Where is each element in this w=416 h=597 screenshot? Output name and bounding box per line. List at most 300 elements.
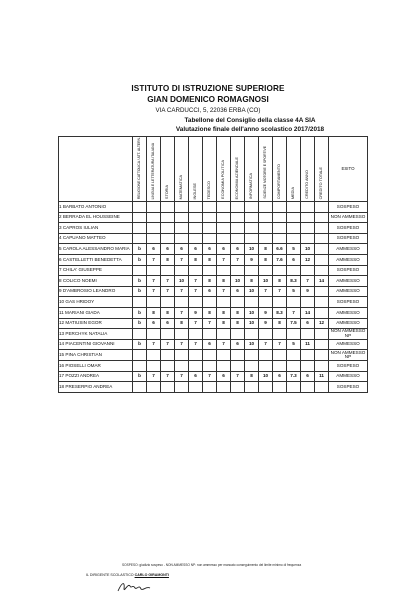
- grade-cell: [203, 350, 217, 361]
- grade-cell: [189, 265, 203, 276]
- grade-cell: [203, 212, 217, 223]
- table-subtitle: Valutazione finale dell'anno scolastico 2017/2018: [175, 126, 325, 133]
- header-col-5: [203, 137, 217, 202]
- table-row: [59, 212, 368, 223]
- grade-cell: [203, 223, 217, 234]
- grade-cell: [273, 265, 287, 276]
- grade-cell: 7: [161, 286, 175, 297]
- student-name: 15 PINA CHRISTIAN: [59, 350, 133, 361]
- table-header-row: [59, 137, 368, 202]
- grade-cell: [287, 265, 301, 276]
- grade-cell: [147, 297, 161, 308]
- school-type: ISTITUTO DI ISTRUZIONE SUPERIORE: [131, 84, 285, 93]
- grade-cell: 6: [175, 244, 189, 255]
- grade-cell: 7: [147, 286, 161, 297]
- grade-cell: [287, 202, 301, 213]
- grade-cell: 7: [147, 255, 161, 266]
- table-row: [59, 255, 368, 266]
- esito-cell: AMMESSO: [329, 286, 368, 297]
- esito-cell: AMMESSO: [329, 244, 368, 255]
- grade-cell: [189, 297, 203, 308]
- grade-cell: [259, 297, 273, 308]
- grade-cell: 7: [147, 371, 161, 382]
- school-address: VIA CARDUCCI, 5, 22036 ERBA (CO): [155, 107, 261, 114]
- grade-cell: [217, 382, 231, 393]
- grade-cell: [189, 382, 203, 393]
- grade-cell: [315, 212, 329, 223]
- grade-cell: 6: [203, 286, 217, 297]
- column-label: CREDITO TOTALE: [318, 166, 323, 200]
- table-row: [59, 382, 368, 393]
- column-label: MATEMATICA: [178, 174, 183, 200]
- esito-cell: NON AMMESSO NP: [329, 350, 368, 361]
- grade-cell: [315, 382, 329, 393]
- grade-cell: 7: [189, 339, 203, 350]
- grade-cell: [133, 202, 147, 213]
- grade-cell: [203, 265, 217, 276]
- grade-cell: [231, 265, 245, 276]
- grade-cell: [217, 202, 231, 213]
- grade-cell: 8: [189, 255, 203, 266]
- grade-cell: [161, 212, 175, 223]
- grade-cell: [301, 223, 315, 234]
- grade-cell: [287, 329, 301, 340]
- column-label: INGLESE: [192, 182, 197, 200]
- grades-table: [58, 136, 368, 393]
- grade-cell: 7.3: [287, 371, 301, 382]
- esito-cell: SOSPESO: [329, 233, 368, 244]
- grade-cell: [315, 223, 329, 234]
- column-label: COMPORTAMENTO: [276, 163, 281, 200]
- grade-cell: [315, 297, 329, 308]
- grade-cell: [175, 361, 189, 372]
- grade-cell: 6: [217, 244, 231, 255]
- grade-cell: 8: [217, 276, 231, 287]
- column-label: RELIGIONE CATTOLICA / ATT. ALTERN.: [136, 137, 141, 200]
- grade-cell: [245, 223, 259, 234]
- column-label: SCIENZE MOTORIE E SPORTIVE: [262, 146, 267, 200]
- grade-cell: 8: [147, 308, 161, 319]
- grade-cell: [287, 223, 301, 234]
- grade-cell: [301, 233, 315, 244]
- grade-cell: 10: [245, 308, 259, 319]
- signature-block: [86, 573, 169, 577]
- esito-cell: AMMESSO: [329, 255, 368, 266]
- grade-cell: [189, 350, 203, 361]
- grade-cell: [175, 329, 189, 340]
- grade-cell: [231, 297, 245, 308]
- grade-cell: [259, 382, 273, 393]
- grade-cell: 6.6: [273, 244, 287, 255]
- grade-cell: [245, 350, 259, 361]
- grade-cell: 12: [315, 318, 329, 329]
- header-col-10: [273, 137, 287, 202]
- grade-cell: [161, 329, 175, 340]
- column-label: MEDIA: [290, 187, 295, 200]
- signature-name: CARLO GIRAMONTI: [134, 573, 169, 577]
- grade-cell: [189, 202, 203, 213]
- student-name: 10 GAS HRIDOY: [59, 297, 133, 308]
- grade-cell: [259, 350, 273, 361]
- header-col-2: [161, 137, 175, 202]
- grade-cell: [259, 223, 273, 234]
- grade-cell: 8: [203, 255, 217, 266]
- grade-cell: 7: [147, 276, 161, 287]
- grade-cell: 8.3: [287, 276, 301, 287]
- grade-cell: 7: [147, 339, 161, 350]
- grade-cell: [203, 382, 217, 393]
- grade-cell: [287, 297, 301, 308]
- grade-cell: [245, 297, 259, 308]
- esito-cell: SOSPESO: [329, 223, 368, 234]
- grade-cell: b: [133, 286, 147, 297]
- grade-cell: [301, 265, 315, 276]
- esito-cell: SOSPESO: [329, 382, 368, 393]
- grade-cell: [203, 361, 217, 372]
- grade-cell: [217, 233, 231, 244]
- student-name: 8 COLICO NOEMI: [59, 276, 133, 287]
- esito-label: ESITO: [341, 165, 355, 171]
- table-row: [59, 339, 368, 350]
- grade-cell: [175, 350, 189, 361]
- grade-cell: 9: [259, 318, 273, 329]
- esito-cell: SOSPESO: [329, 265, 368, 276]
- grade-cell: [203, 202, 217, 213]
- grade-cell: [189, 361, 203, 372]
- student-name: 11 MARIANI GIADA: [59, 308, 133, 319]
- header-col-13: [315, 137, 329, 202]
- header-col-6: [217, 137, 231, 202]
- column-label: STORIA: [164, 185, 169, 200]
- grade-cell: 7: [273, 286, 287, 297]
- grade-cell: 7: [189, 318, 203, 329]
- grade-cell: [273, 212, 287, 223]
- grade-cell: [231, 329, 245, 340]
- header-col-11: [287, 137, 301, 202]
- grade-cell: [259, 265, 273, 276]
- header-col-7: [231, 137, 245, 202]
- esito-cell: AMMESSO: [329, 371, 368, 382]
- grade-cell: [133, 265, 147, 276]
- grade-cell: [315, 244, 329, 255]
- grade-cell: 7: [259, 286, 273, 297]
- grade-cell: [231, 361, 245, 372]
- grade-cell: [161, 223, 175, 234]
- grade-cell: [287, 382, 301, 393]
- grade-cell: 7: [231, 255, 245, 266]
- grade-cell: [315, 329, 329, 340]
- table-row: [59, 371, 368, 382]
- grade-cell: [273, 233, 287, 244]
- student-name: 9 D'AMBROSIO LEANDRO: [59, 286, 133, 297]
- grade-cell: 9: [259, 308, 273, 319]
- grade-cell: [315, 308, 329, 319]
- column-label: LINGUA E LETTERATURA ITALIANA: [150, 142, 155, 200]
- grade-cell: [133, 223, 147, 234]
- grade-cell: [147, 202, 161, 213]
- grade-cell: 6: [161, 244, 175, 255]
- grade-cell: [259, 212, 273, 223]
- grade-cell: 8: [203, 276, 217, 287]
- grade-cell: [161, 233, 175, 244]
- grade-cell: [245, 382, 259, 393]
- table-row: [59, 244, 368, 255]
- esito-cell: NON AMMESSO NP: [329, 329, 368, 340]
- student-name: 7 CHILA' GIUSEPPE: [59, 265, 133, 276]
- grade-cell: [147, 223, 161, 234]
- grade-cell: [273, 382, 287, 393]
- grade-cell: [217, 329, 231, 340]
- esito-cell: SOSPESO: [329, 361, 368, 372]
- handwritten-signature: [116, 580, 156, 594]
- grade-cell: [301, 361, 315, 372]
- grade-cell: 8: [245, 371, 259, 382]
- grade-cell: [203, 329, 217, 340]
- grade-cell: 6: [147, 318, 161, 329]
- grade-cell: [315, 339, 329, 350]
- grade-cell: [189, 233, 203, 244]
- grade-cell: [161, 265, 175, 276]
- grade-cell: 6: [161, 318, 175, 329]
- student-name: 14 PIACENTINI GIOVANNI: [59, 339, 133, 350]
- table-row: [59, 297, 368, 308]
- grade-cell: 6: [301, 318, 315, 329]
- grade-cell: [133, 233, 147, 244]
- grade-cell: [147, 212, 161, 223]
- grade-cell: 7: [175, 339, 189, 350]
- grade-cell: [231, 382, 245, 393]
- grade-cell: 9: [245, 255, 259, 266]
- grade-cell: 10: [259, 276, 273, 287]
- grade-cell: [175, 265, 189, 276]
- header-col-1: [147, 137, 161, 202]
- grade-cell: [147, 350, 161, 361]
- grade-cell: 6: [189, 244, 203, 255]
- school-name: GIAN DOMENICO ROMAGNOSI: [147, 95, 269, 104]
- grade-cell: [133, 329, 147, 340]
- student-name: 17 POZZI ANDREA: [59, 371, 133, 382]
- grade-cell: 7: [287, 308, 301, 319]
- grade-cell: 6: [301, 371, 315, 382]
- grade-cell: 7.6: [273, 255, 287, 266]
- grade-cell: [315, 361, 329, 372]
- grade-cell: 7: [161, 276, 175, 287]
- grade-cell: [133, 297, 147, 308]
- grade-cell: [273, 329, 287, 340]
- grade-cell: 7: [217, 255, 231, 266]
- grade-cell: 8: [175, 318, 189, 329]
- table-title: Tabellone del Consiglio della classe 4A SIA: [184, 117, 316, 124]
- grade-cell: [147, 265, 161, 276]
- grade-cell: [231, 212, 245, 223]
- student-name: 13 PERCHYK NATALIA: [59, 329, 133, 340]
- table-row: [59, 265, 368, 276]
- grade-cell: 6: [231, 244, 245, 255]
- grade-cell: [189, 212, 203, 223]
- signature-label: IL DIRIGENTE SCOLASTICO: [86, 573, 134, 577]
- grade-cell: b: [133, 244, 147, 255]
- esito-cell: AMMESSO: [329, 276, 368, 287]
- grade-cell: [301, 297, 315, 308]
- grade-cell: 6: [273, 371, 287, 382]
- grade-cell: [175, 233, 189, 244]
- grade-cell: [231, 202, 245, 213]
- grade-cell: 8: [161, 255, 175, 266]
- grade-cell: [273, 223, 287, 234]
- grade-cell: 10: [259, 371, 273, 382]
- table-row: [59, 308, 368, 319]
- column-label: ECONOMIA POLITICA: [220, 160, 225, 200]
- grade-cell: [175, 212, 189, 223]
- grade-cell: 14: [301, 308, 315, 319]
- grade-cell: 9: [301, 286, 315, 297]
- student-name: 18 PRESERPIO ANDREA: [59, 382, 133, 393]
- grade-cell: [273, 297, 287, 308]
- grade-cell: [231, 233, 245, 244]
- column-label: TEDESCO: [206, 180, 211, 200]
- header-col-3: [175, 137, 189, 202]
- grade-cell: 7: [231, 371, 245, 382]
- grade-cell: 8.3: [273, 308, 287, 319]
- grade-cell: 7: [217, 286, 231, 297]
- grade-cell: 7: [189, 286, 203, 297]
- grade-cell: [287, 212, 301, 223]
- grade-cell: [217, 350, 231, 361]
- grade-cell: [287, 350, 301, 361]
- grade-cell: [245, 212, 259, 223]
- grade-cell: 7: [175, 308, 189, 319]
- column-label: INFORMATICA: [248, 173, 253, 200]
- grade-cell: b: [133, 371, 147, 382]
- grade-cell: 10: [175, 276, 189, 287]
- grade-cell: 6: [147, 244, 161, 255]
- header-col-12: [301, 137, 315, 202]
- grade-cell: 8: [161, 308, 175, 319]
- table-row: [59, 233, 368, 244]
- grade-cell: [273, 361, 287, 372]
- grade-cell: [161, 361, 175, 372]
- grade-cell: [161, 382, 175, 393]
- table-row: [59, 329, 368, 340]
- column-label: ECONOMIA AZIENDALE: [234, 156, 239, 200]
- table-row: [59, 361, 368, 372]
- grade-cell: [147, 361, 161, 372]
- grade-cell: 8: [245, 276, 259, 287]
- grade-cell: [245, 233, 259, 244]
- grade-cell: 11: [315, 371, 329, 382]
- table-row: [59, 350, 368, 361]
- grade-cell: [217, 361, 231, 372]
- grade-cell: [245, 361, 259, 372]
- grade-cell: b: [133, 255, 147, 266]
- grade-cell: [315, 233, 329, 244]
- grade-cell: [231, 223, 245, 234]
- grade-cell: 10: [245, 244, 259, 255]
- grade-cell: [315, 286, 329, 297]
- grade-cell: 8: [273, 318, 287, 329]
- grade-cell: [175, 297, 189, 308]
- grade-cell: 6: [287, 255, 301, 266]
- grade-cell: 10: [245, 318, 259, 329]
- grade-cell: 8: [259, 244, 273, 255]
- grade-cell: [161, 297, 175, 308]
- grade-cell: 8: [259, 255, 273, 266]
- grade-cell: [133, 361, 147, 372]
- grade-cell: b: [133, 339, 147, 350]
- grade-cell: 7: [301, 276, 315, 287]
- table-row: [59, 286, 368, 297]
- grade-cell: [315, 202, 329, 213]
- grade-cell: [175, 202, 189, 213]
- grade-cell: 10: [245, 339, 259, 350]
- column-label: CREDITO ANNO: [304, 170, 309, 200]
- grade-cell: 6: [231, 286, 245, 297]
- grade-cell: 7: [175, 371, 189, 382]
- student-name: 16 PIOSELLI OMAR: [59, 361, 133, 372]
- grade-cell: 8: [273, 276, 287, 287]
- student-name: 5 CAROLA ALESSANDRO MARIA: [59, 244, 133, 255]
- grade-cell: [259, 329, 273, 340]
- grade-cell: 8: [217, 308, 231, 319]
- esito-cell: SOSPESO: [329, 297, 368, 308]
- grade-cell: b: [133, 318, 147, 329]
- grade-cell: 7: [203, 371, 217, 382]
- grade-cell: [147, 382, 161, 393]
- grade-cell: 5: [287, 244, 301, 255]
- grade-cell: [133, 212, 147, 223]
- grade-cell: [245, 265, 259, 276]
- legend-note: SOSPESO: giudizio sospeso - NON AMMESSO NP: non ammesso per mancato conseguimento del limite minimo di frequenza: [122, 563, 302, 567]
- grade-cell: b: [133, 276, 147, 287]
- grade-cell: 6: [203, 339, 217, 350]
- header-esito: [329, 137, 368, 202]
- grade-cell: 10: [301, 244, 315, 255]
- header-col-0: [133, 137, 147, 202]
- grade-cell: 6: [217, 371, 231, 382]
- grade-cell: 7: [175, 286, 189, 297]
- esito-cell: SOSPESO: [329, 202, 368, 213]
- grade-cell: [245, 329, 259, 340]
- grade-cell: [259, 202, 273, 213]
- header-col-4: [189, 137, 203, 202]
- grade-cell: 6: [231, 339, 245, 350]
- grade-cell: 10: [245, 286, 259, 297]
- grade-cell: [301, 212, 315, 223]
- grade-cell: [301, 329, 315, 340]
- grade-cell: [273, 350, 287, 361]
- student-name: 1 BARBATO ANTONIO: [59, 202, 133, 213]
- esito-cell: AMMESSO: [329, 308, 368, 319]
- grade-cell: [231, 350, 245, 361]
- student-name: 2 BERRADA EL HOUSSEINE: [59, 212, 133, 223]
- grade-cell: [217, 297, 231, 308]
- grade-cell: 7: [217, 339, 231, 350]
- grade-cell: [133, 382, 147, 393]
- header-name-cell: [59, 137, 133, 202]
- student-name: 4 CAPUANO MATTEO: [59, 233, 133, 244]
- student-name: 6 CASTELLETTI BENEDETTA: [59, 255, 133, 266]
- grade-cell: [175, 382, 189, 393]
- table-row: [59, 318, 368, 329]
- grade-cell: 7.5: [287, 318, 301, 329]
- grade-cell: [147, 329, 161, 340]
- grade-cell: 6: [189, 371, 203, 382]
- header-col-9: [259, 137, 273, 202]
- student-name: 12 MATIUSIN EGOR: [59, 318, 133, 329]
- grade-cell: 7: [161, 371, 175, 382]
- grade-cell: [259, 233, 273, 244]
- table-row: [59, 202, 368, 213]
